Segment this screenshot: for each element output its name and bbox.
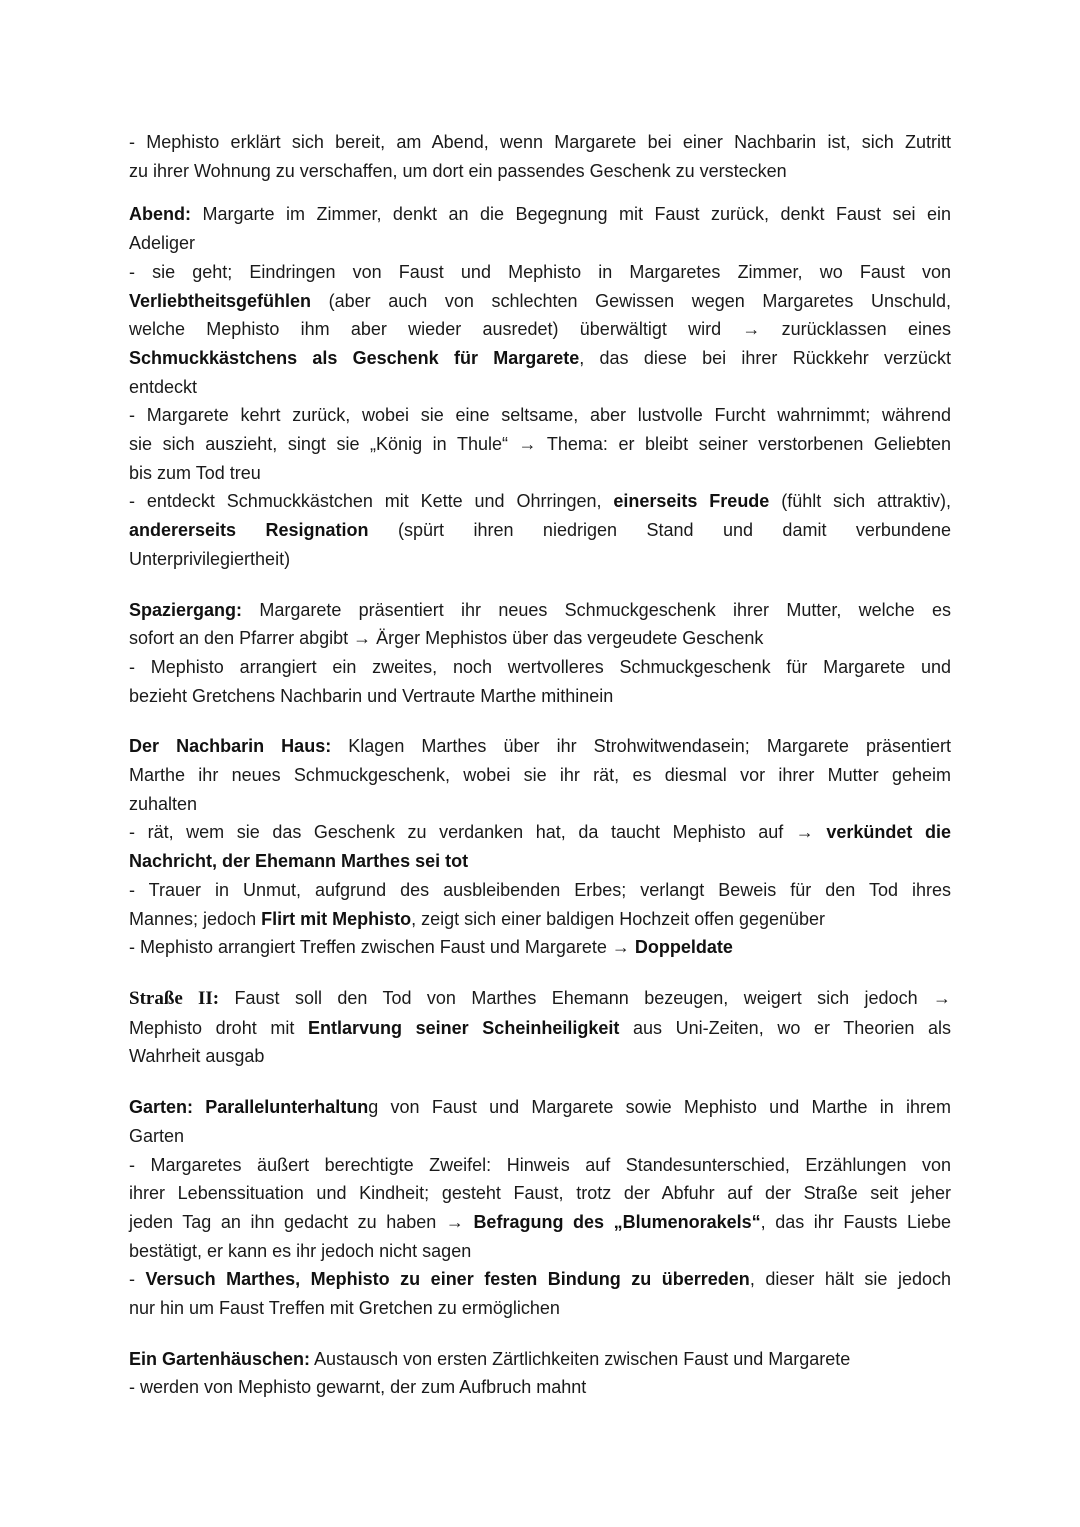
bold-phrase: andererseits Resignation: [129, 520, 369, 541]
text-line: Mannes; jedoch Flirt mit Mephisto, zeigt sich einer baldigen Hochzeit offen gegenüber: [129, 908, 826, 929]
bold-phrase: Flirt mit Mephisto: [261, 908, 412, 929]
text-line: - Margaretes äußert berechtigte Zweifel: Hinweis auf Standesunterschied, Erzählungen von: [129, 1154, 951, 1175]
bold-phrase: einerseits Freude: [613, 491, 770, 512]
section-intro: [129, 128, 951, 185]
text-line: andererseits Resignation (spürt ihren niedrigen Stand und damit verbundene: [129, 520, 951, 541]
bold-phrase: verkündet die: [826, 822, 951, 843]
section-nachbarin-haus: [129, 732, 951, 962]
text-line: - Mephisto arrangiert Treffen zwischen Faust und Margarete → Doppeldate: [129, 937, 733, 958]
document-page: [129, 128, 951, 1402]
section-heading: Abend:: [129, 204, 191, 225]
text-line: - Trauer in Unmut, aufgrund des ausbleibenden Erbes; verlangt Beweis für den Tod ihres: [129, 879, 951, 900]
section-heading: Straße II:: [129, 987, 220, 1009]
text-line: Straße II: Faust soll den Tod von Marthes Ehemann bezeugen, weigert sich jedoch →: [129, 987, 951, 1009]
section-heading: Spaziergang:: [129, 599, 243, 620]
text-line: - Mephisto arrangiert ein zweites, noch wertvolleres Schmuckgeschenk für Margarete und: [129, 656, 951, 677]
text-line: - werden von Mephisto gewarnt, der zum Aufbruch mahnt: [129, 1377, 587, 1398]
text-line: Garten: [129, 1125, 185, 1146]
text-line: bestätigt, er kann es ihr jedoch nicht sagen: [129, 1240, 472, 1261]
text-line: - Versuch Marthes, Mephisto zu einer festen Bindung zu überreden, dieser hält sie jedoch: [129, 1269, 952, 1290]
text-line: - Margarete kehrt zurück, wobei sie eine seltsame, aber lustvolle Furcht wahrnimmt; während: [129, 405, 951, 426]
text-line: sie sich auszieht, singt sie „König in Thule“ → Thema: er bleibt seiner verstorbenen Geliebten: [129, 434, 951, 455]
text-line: entdeckt: [129, 376, 198, 397]
section-heading: Der Nachbarin Haus:: [129, 736, 332, 757]
text-line: jeden Tag an ihn gedacht zu haben → Befragung des „Blumenorakels“, das ihr Fausts Liebe: [129, 1211, 951, 1232]
text-line: - rät, wem sie das Geschenk zu verdanken hat, da taucht Mephisto auf → verkündet die: [129, 822, 951, 843]
bold-phrase: Befragung des „Blumenorakels“: [473, 1211, 761, 1232]
text-line: bezieht Gretchens Nachbarin und Vertraute Marthe mithinein: [129, 685, 614, 706]
text-line: Ein Gartenhäuschen: Austausch von ersten Zärtlichkeiten zwischen Faust und Margarete: [129, 1348, 851, 1369]
text-line: Marthe ihr neues Schmuckgeschenk, wobei sie ihr rät, es diesmal vor ihrer Mutter geheim: [129, 765, 951, 786]
section-gartenhaeuschen: [129, 1345, 951, 1402]
bold-phrase: Doppeldate: [634, 937, 733, 958]
section-garten: [129, 1093, 951, 1323]
section-heading: Garten: Parallelunterhaltun: [129, 1097, 369, 1118]
text-line: sofort an den Pfarrer abgibt → Ärger Mephistos über das vergeudete Geschenk: [129, 628, 764, 649]
section-strasse-ii: [129, 984, 951, 1071]
bold-phrase: Schmuckkästchens als Geschenk für Margarete: [129, 347, 580, 368]
text-line: bis zum Tod treu: [129, 462, 261, 483]
bold-phrase: Verliebtheitsgefühlen: [129, 290, 312, 311]
section-abend: [129, 200, 951, 573]
bold-phrase: Entlarvung seiner Scheinheiligkeit: [307, 1017, 620, 1038]
bold-phrase: Versuch Marthes, Mephisto zu einer festen Bindung zu überreden: [145, 1269, 750, 1290]
text-line: Wahrheit ausgab: [129, 1046, 265, 1067]
text-line: Der Nachbarin Haus: Klagen Marthes über ihr Strohwitwendasein; Margarete präsentiert: [129, 736, 951, 757]
section-heading: Ein Gartenhäuschen:: [129, 1348, 311, 1369]
text-line: - sie geht; Eindringen von Faust und Mephisto in Margaretes Zimmer, wo Faust von: [129, 261, 951, 282]
text-line: Unterprivilegiertheit): [129, 548, 291, 569]
text-line: - entdeckt Schmuckkästchen mit Kette und Ohrringen, einerseits Freude (fühlt sich attraktiv),: [129, 491, 952, 512]
text-line: Abend: Margarte im Zimmer, denkt an die Begegnung mit Faust zurück, denkt Faust sei ein: [129, 204, 951, 225]
text-line: zu ihrer Wohnung zu verschaffen, um dort ein passendes Geschenk zu verstecken: [129, 160, 787, 181]
text-line: Schmuckkästchens als Geschenk für Margarete, das diese bei ihrer Rückkehr verzückt: [129, 347, 951, 368]
text-line: - Mephisto erklärt sich bereit, am Abend, wenn Margarete bei einer Nachbarin ist, sich Zutritt: [129, 132, 951, 152]
bold-phrase: Nachricht, der Ehemann Marthes sei tot: [129, 851, 469, 872]
text-line: Verliebtheitsgefühlen (aber auch von schlechten Gewissen wegen Margaretes Unschuld,: [129, 290, 951, 311]
text-line: Garten: Parallelunterhaltung von Faust und Margarete sowie Mephisto und Marthe in ihrem: [129, 1097, 951, 1118]
text-line: zuhalten: [129, 793, 198, 814]
text-line: Mephisto droht mit Entlarvung seiner Scheinheiligkeit aus Uni-Zeiten, wo er Theorien als: [129, 1017, 951, 1038]
text-line: nur hin um Faust Treffen mit Gretchen zu ermöglichen: [129, 1298, 560, 1319]
text-line: [129, 847, 951, 876]
text-line: welche Mephisto ihm aber wieder ausredet) überwältigt wird → zurücklassen eines: [129, 319, 951, 340]
text-line: Spaziergang: Margarete präsentiert ihr neues Schmuckgeschenk ihrer Mutter, welche es: [129, 599, 951, 620]
text-line: ihrer Lebenssituation und Kindheit; gesteht Faust, trotz der Abfuhr auf der Straße seit jeher: [129, 1183, 951, 1204]
section-spaziergang: [129, 596, 951, 711]
text-line: Adeliger: [129, 233, 196, 254]
